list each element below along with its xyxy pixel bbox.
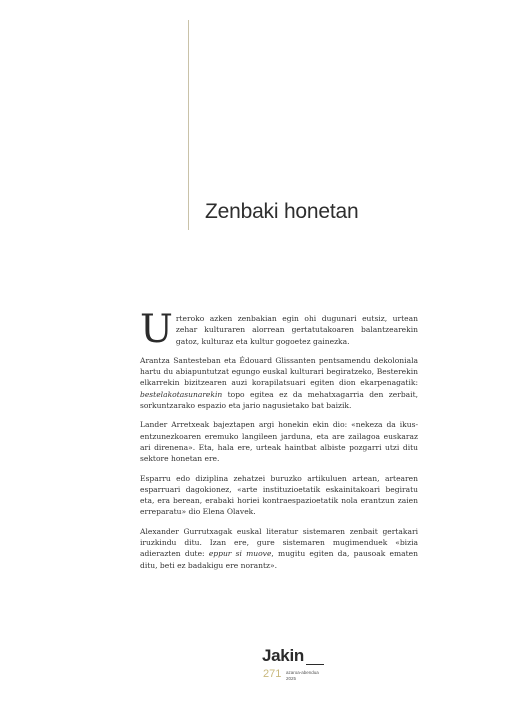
paragraph-text: Arantza Santesteban eta Édouard Glissanten pentsamendu dekoloniala hartu du abiapuntutzat egungo euskal kulturari begiratzeko, Besterekin elkarrekin bizitzearen auzi korapilatsuari egiten dion ekarpenagatik: bbox=[140, 355, 418, 388]
article-body bbox=[140, 307, 418, 579]
paragraph-olave bbox=[140, 473, 418, 518]
intro-paragraph bbox=[140, 307, 418, 352]
paragraph-text: Lander Arretxeak bajeztapen argi honekin ekin dio: «nekeza da ikus-entzunezkoaren eremuko langileen jarduna, eta are zailagoa euskaraz ari direnena». Eta, hala ere, urteak haintbat albiste pozgarri utzi ditu sektore honetan ere. bbox=[140, 420, 418, 464]
paragraph-text: Esparru edo diziplina zehatzei buruzko artikuluen artean, artearen esparruari dagokionez, «arte instituzioetatik eskainitakoari begiratu eta, era berean, erabaki horiei kontraespazioetatik nola erantzun zaien erreparatu» dio Elena Olavek. bbox=[140, 473, 418, 517]
page-footer bbox=[262, 646, 342, 686]
paragraph-text: topo egitea ez da mehatxagarria den zerbait, sorkuntzarako espazio eta jario nagusietako bat baizik. bbox=[140, 389, 418, 411]
decorative-vertical-rule bbox=[188, 20, 189, 230]
paragraph-santesteban bbox=[140, 355, 418, 411]
emphasis-text: bestelakotasunarekin bbox=[140, 389, 223, 399]
jakin-logo: Jakin bbox=[262, 646, 304, 665]
drop-cap: U bbox=[140, 307, 173, 352]
paragraph-gurrutxaga bbox=[140, 526, 418, 571]
issue-number: 271 bbox=[263, 668, 282, 680]
issue-period: azaroa-abendua bbox=[286, 670, 319, 675]
paragraph-text: , mugitu egiten da, pausoak ematen ditu, beti ez badakigu ere norantz». bbox=[140, 549, 418, 570]
intro-text: rteroko azken zenbakian egin ohi dugunari eutsiz, urtean zehar kulturaren alorrean gertatutakoaren balantzearekin gatoz, kulturaz eta kultur gogoetez gainezka. bbox=[175, 314, 418, 346]
logo-underline bbox=[306, 664, 324, 665]
issue-year: 2025 bbox=[286, 676, 297, 681]
emphasis-text: eppur si muove bbox=[208, 549, 272, 559]
paragraph-arretxea bbox=[140, 419, 418, 464]
paragraph-text: Alexander Gurrutxagak euskal literatur sistemaren zenbait gertakari iruzkindu ditu. Izan ere, gure sistemaren mugimenduek «bizia adierazten dute: bbox=[140, 526, 418, 559]
page-title: Zenbaki honetan bbox=[205, 200, 359, 223]
